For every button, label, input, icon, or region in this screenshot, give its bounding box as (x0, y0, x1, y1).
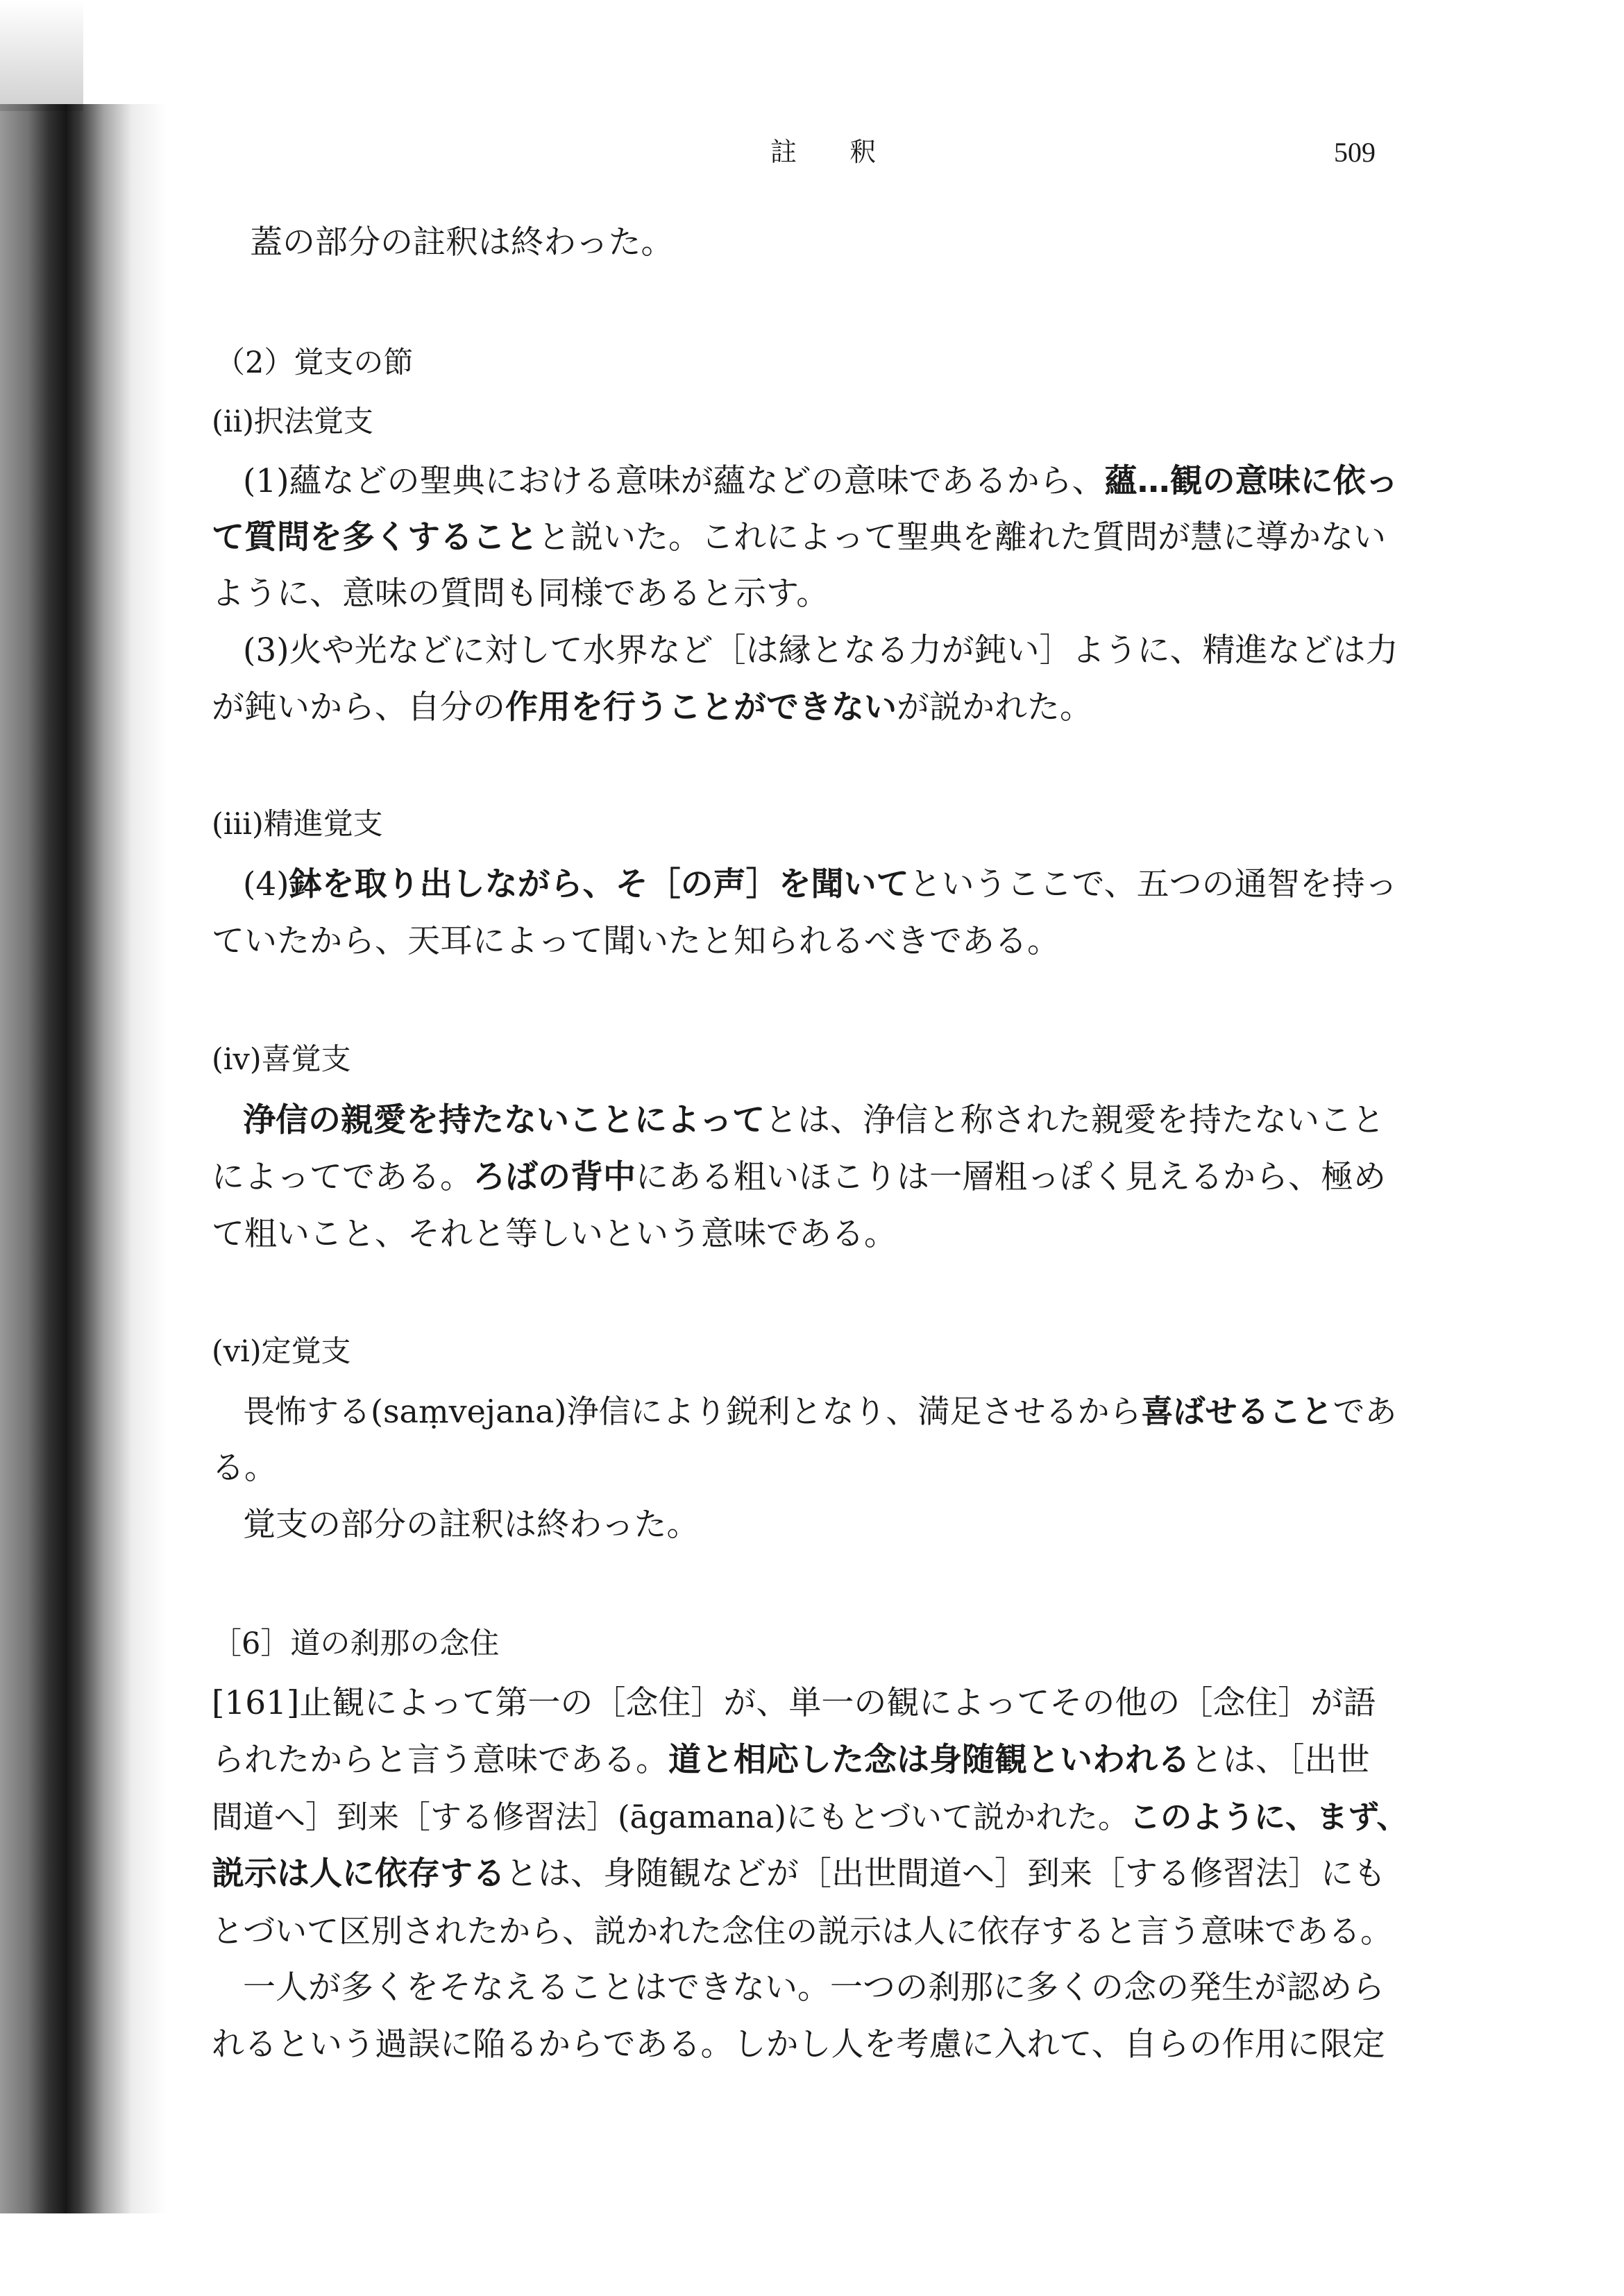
subsection-heading: (vi)定覚支 (212, 1334, 351, 1369)
page-number: 509 (1334, 137, 1376, 168)
text-line: が鈍いから、自分の作用を行うことができないが説かれた。 (212, 688, 1092, 726)
emphasis: 作用を行うことができない (505, 688, 897, 726)
text-line: 畏怖する(saṃvejana)浄信により鋭利となり、満足させるから喜ばせることであ (243, 1393, 1397, 1430)
emphasis: このように、まず、 (1129, 1798, 1408, 1835)
emphasis: ろばの背中 (473, 1158, 636, 1196)
text-line: によってである。ろばの背中にある粗いほこりは一層粗っぽく見えるから、極め (212, 1158, 1386, 1196)
text-line: ていたから、天耳によって聞いたと知られるべきである。 (212, 922, 1060, 960)
emphasis: て質問を多くすること (212, 518, 538, 556)
book-spine-shadow (0, 104, 167, 2213)
text-line: る。 (212, 1449, 277, 1487)
subsection-heading: (iii)精進覚支 (212, 807, 383, 842)
text-line: 説示は人に依存するとは、身随観などが［出世間道へ］到来［する修習法］にも (212, 1855, 1386, 1893)
text-line: 覚支の部分の註釈は終わった。 (243, 1506, 700, 1544)
text-line: (3)火や光などに対して水界など［は縁となる力が鈍い］ように、精進などは力 (243, 631, 1398, 670)
subsection-heading: (ii)択法覚支 (212, 405, 374, 439)
emphasis: 浄信の親愛を持たないことによって (243, 1101, 765, 1139)
emphasis: 蘊…観の意味に依っ (1104, 462, 1398, 500)
text-line: 蓋の部分の註釈は終わった。 (250, 223, 674, 262)
section-heading: ［6］道の刹那の念住 (212, 1626, 500, 1661)
text-line: (4)鉢を取り出しながら、そ［の声］を聞いてというここで、五つの通智を持っ (243, 865, 1398, 903)
text-line: 間道へ］到来［する修習法］(āgamana)にもとづいて説かれた。このように、まず、 (212, 1798, 1408, 1835)
text-line: 浄信の親愛を持たないことによってとは、浄信と称された親愛を持たないこと (243, 1101, 1385, 1139)
text-line: れるという過誤に陥るからである。しかし人を考慮に入れて、自らの作用に限定 (212, 2025, 1385, 2064)
section-heading: （2）覚支の節 (215, 346, 414, 380)
scan-shadow-top (0, 0, 83, 111)
subsection-heading: (iv)喜覚支 (212, 1042, 351, 1077)
text-line: (1)蘊などの聖典における意味が蘊などの意味であるから、蘊…観の意味に依っ (243, 462, 1398, 500)
text-line: とづいて区別されたから、説かれた念住の説示は人に依存すると言う意味である。 (212, 1912, 1393, 1950)
emphasis: 道と相応した念は身随観といわれる (668, 1741, 1190, 1779)
text-line: 一人が多くをそなえることはできない。一つの刹那に多くの念の発生が認めら (243, 1968, 1385, 2007)
emphasis: 説示は人に依存する (212, 1855, 505, 1893)
text-line: て質問を多くすることと説いた。これによって聖典を離れた質問が慧に導かない (212, 518, 1386, 556)
text-line: て粗いこと、それと等しいという意味である。 (212, 1215, 897, 1253)
emphasis: 鉢を取り出しながら、そ［の声］を聞いて (289, 865, 909, 903)
running-header: 註 釈 (770, 137, 899, 167)
text-line: ように、意味の質問も同様であると示す。 (212, 575, 829, 613)
emphasis: 喜ばせること (1141, 1393, 1333, 1430)
text-line: [161]止観によって第一の［念住］が、単一の観によってその他の［念住］が語 (212, 1684, 1376, 1722)
text-line: られたからと言う意味である。道と相応した念は身随観といわれるとは、［出世 (212, 1741, 1370, 1779)
